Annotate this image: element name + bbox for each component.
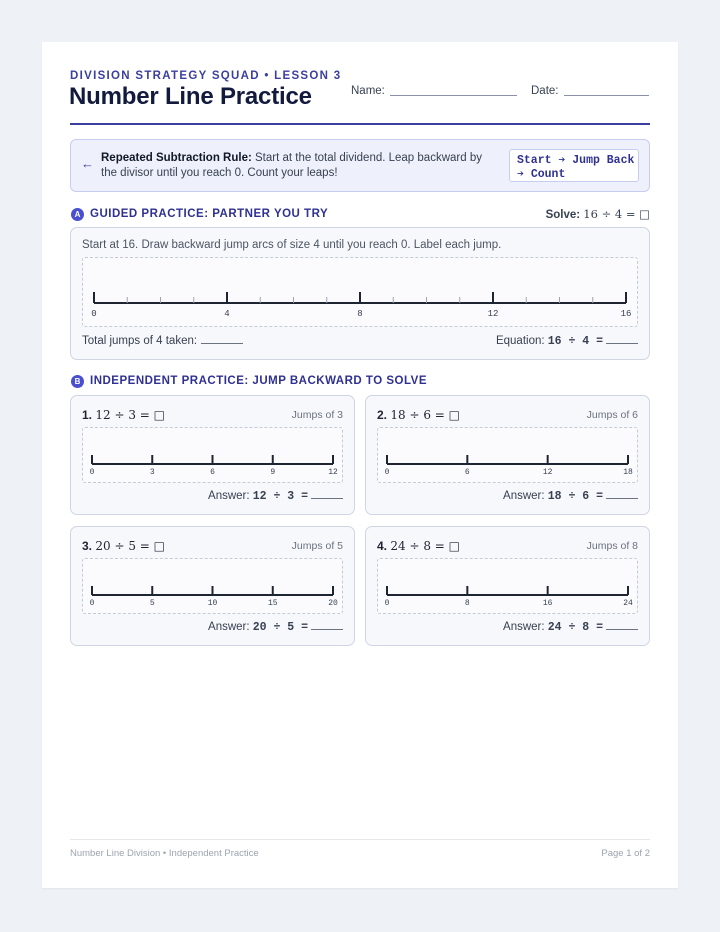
lesson-subtitle: DIVISION STRATEGY SQUAD • LESSON 3 xyxy=(70,70,342,82)
answer-blank[interactable] xyxy=(606,629,638,630)
tick-label: 16 xyxy=(620,309,632,319)
problem-card xyxy=(70,395,355,515)
problem-title xyxy=(82,539,165,553)
tick-label: 3 xyxy=(149,468,155,477)
answer-line xyxy=(208,621,343,634)
problem-equation: 24 ÷ 8 = □ xyxy=(390,539,460,553)
tick-label: 10 xyxy=(207,599,218,608)
jump-size-label: Jumps of 5 xyxy=(291,540,343,552)
problem-card xyxy=(365,526,650,646)
footer-divider xyxy=(70,839,650,840)
section-b-heading: INDEPENDENT PRACTICE: JUMP BACKWARD TO SOLVE xyxy=(90,375,427,387)
tick-label: 12 xyxy=(328,468,338,477)
tick-label: 20 xyxy=(328,599,338,608)
guided-solve xyxy=(546,207,650,221)
answer-blank[interactable] xyxy=(606,498,638,499)
flow-step: Jump Back xyxy=(572,154,635,167)
arrow-left-icon: ← xyxy=(81,156,94,171)
guided-card xyxy=(70,227,650,360)
problem-number-line-box[interactable] xyxy=(82,427,343,483)
tick-label: 0 xyxy=(91,309,97,319)
problem-number: 2. xyxy=(377,408,388,422)
equation-label: Equation: xyxy=(495,335,545,347)
jump-size-label: Jumps of 3 xyxy=(291,409,343,421)
rule-callout xyxy=(70,139,650,192)
guided-total xyxy=(82,335,243,347)
problem-equation: 18 ÷ 6 = □ xyxy=(390,408,460,422)
problem-number-line-box[interactable] xyxy=(82,558,343,614)
tick-label: 16 xyxy=(542,599,553,608)
equation-expr: 16 ÷ 4 = xyxy=(547,335,603,348)
strategy-flow xyxy=(509,149,639,182)
answer-expr: 18 ÷ 6 = xyxy=(547,490,603,503)
tick-label: 6 xyxy=(464,468,470,477)
answer-label: Answer: xyxy=(503,621,545,633)
name-field[interactable] xyxy=(390,95,517,96)
tick-label: 6 xyxy=(210,468,215,477)
footer-left: Number Line Division • Independent Practice xyxy=(70,848,259,859)
total-jumps-label: Total jumps of 4 taken: xyxy=(82,335,198,347)
tick-label: 24 xyxy=(623,599,633,608)
solve-label: Solve: xyxy=(545,209,581,221)
answer-expr: 24 ÷ 8 = xyxy=(547,621,603,634)
tick-label: 0 xyxy=(384,599,390,608)
problem-title xyxy=(82,408,165,422)
problem-title xyxy=(377,408,460,422)
problem-number-line-box[interactable] xyxy=(377,558,638,614)
flow-arrow-icon: ➔ xyxy=(517,168,524,181)
tick-label: 12 xyxy=(542,468,553,477)
worksheet-page xyxy=(42,42,678,888)
flow-start: Start xyxy=(517,154,552,167)
equation-blank[interactable] xyxy=(606,343,638,344)
problem-number: 3. xyxy=(82,539,93,553)
flow-end: Count xyxy=(530,168,566,181)
rule-text xyxy=(101,151,501,181)
date-label: Date: xyxy=(531,85,559,97)
guided-equation: 16 ÷ 4 = □ xyxy=(583,207,650,221)
answer-label: Answer: xyxy=(503,490,545,502)
guided-number-line-box[interactable] xyxy=(82,257,638,327)
problem-number: 1. xyxy=(82,408,93,422)
rule-body: Start at the total dividend. Leap backward by the divisor until you reach 0. Count your leaps! xyxy=(101,152,482,179)
problem-equation: 12 ÷ 3 = □ xyxy=(95,408,165,422)
answer-label: Answer: xyxy=(208,621,250,633)
answer-expr: 12 ÷ 3 = xyxy=(252,490,308,503)
tick-label: 0 xyxy=(89,468,95,477)
tick-label: 18 xyxy=(623,468,633,477)
page-title: Number Line Practice xyxy=(69,83,312,110)
section-a-badge: A xyxy=(71,208,84,221)
tick-label: 5 xyxy=(149,599,155,608)
problem-number-line-box[interactable] xyxy=(377,427,638,483)
tick-label: 0 xyxy=(384,468,390,477)
jump-size-label: Jumps of 6 xyxy=(586,409,638,421)
answer-line xyxy=(503,621,638,634)
name-label: Name: xyxy=(351,85,385,97)
problem-number: 4. xyxy=(377,539,388,553)
tick-label: 12 xyxy=(487,309,499,319)
answer-blank[interactable] xyxy=(311,498,343,499)
problem-card xyxy=(365,395,650,515)
answer-blank[interactable] xyxy=(311,629,343,630)
header-divider xyxy=(70,123,650,125)
answer-line xyxy=(208,490,343,503)
problem-number-line xyxy=(83,428,342,482)
tick-label: 15 xyxy=(267,599,278,608)
answer-expr: 20 ÷ 5 = xyxy=(252,621,308,634)
answer-line xyxy=(503,490,638,503)
footer-page-number: Page 1 of 2 xyxy=(601,848,650,859)
rule-title: Repeated Subtraction Rule: xyxy=(101,152,252,164)
problem-title xyxy=(377,539,460,553)
problem-number-line xyxy=(83,559,342,613)
section-a-heading: GUIDED PRACTICE: PARTNER YOU TRY xyxy=(90,208,329,220)
flow-arrow-icon: ➔ xyxy=(558,154,566,167)
section-b-badge: B xyxy=(71,375,84,388)
problem-card xyxy=(70,526,355,646)
date-field[interactable] xyxy=(564,95,649,96)
tick-label: 8 xyxy=(464,599,470,608)
tick-label: 8 xyxy=(357,309,363,319)
problem-equation: 20 ÷ 5 = □ xyxy=(95,539,165,553)
tick-label: 0 xyxy=(89,599,95,608)
tick-label: 9 xyxy=(270,468,276,477)
jump-size-label: Jumps of 8 xyxy=(586,540,638,552)
answer-label: Answer: xyxy=(208,490,250,502)
tick-label: 4 xyxy=(224,309,230,319)
problem-number-line xyxy=(378,428,637,482)
guided-number-line xyxy=(83,258,637,326)
total-jumps-blank[interactable] xyxy=(201,343,243,344)
guided-instruction: Start at 16. Draw backward jump arcs of size 4 until you reach 0. Label each jump. xyxy=(82,239,502,251)
guided-equation-line xyxy=(496,335,638,348)
problem-number-line xyxy=(378,559,637,613)
